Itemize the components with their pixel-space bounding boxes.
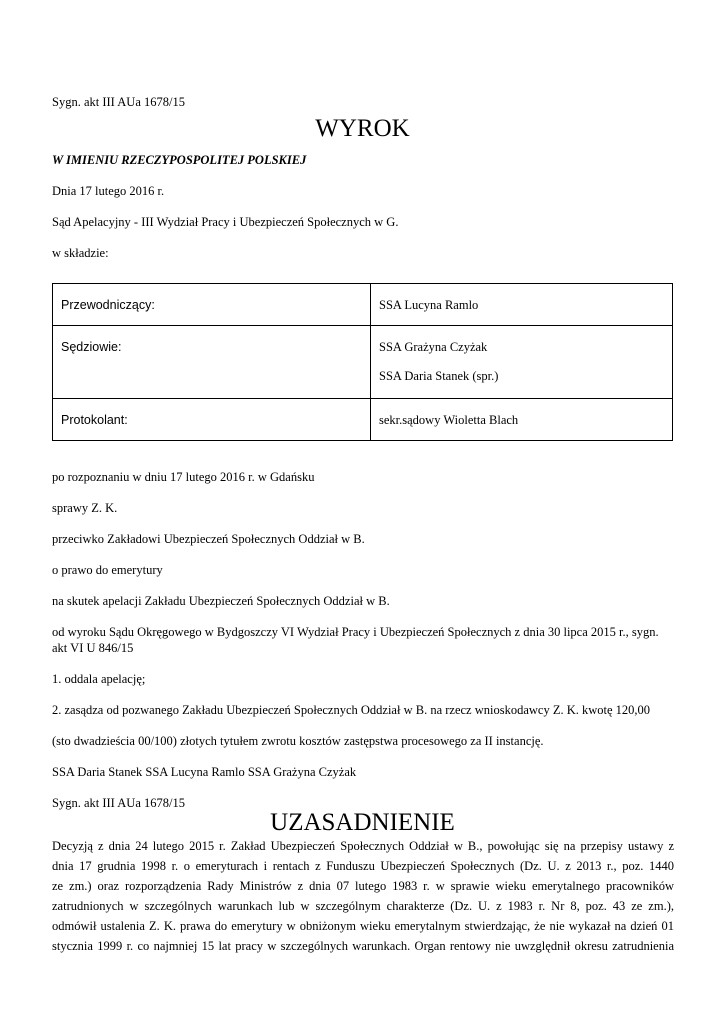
court-name: Sąd Apelacyjny - III Wydział Pracy i Ubezpieczeń Społecznych w G. [52, 215, 399, 229]
table-row [53, 326, 673, 399]
names-cell [371, 399, 673, 441]
judgment-date: Dnia 17 lutego 2016 r. [52, 184, 165, 198]
ruling-point-2-continuation: (sto dwadzieścia 00/100) złotych tytułem zwrotu kosztów zastępstwa procesowego za II instancję. [52, 734, 544, 748]
names-cell [371, 284, 673, 326]
justification-paragraph [52, 836, 674, 956]
appeal-paragraph: na skutek apelacji Zakładu Ubezpieczeń Społecznych Oddział w B. [52, 594, 390, 608]
lower-court-paragraph-line1: od wyroku Sądu Okręgowego w Bydgoszczy VI Wydział Pracy i Ubezpieczeń Społecznych z dnia 30 lipca 2015 r., sygn. [52, 625, 659, 639]
names-cell [371, 326, 673, 399]
hearing-paragraph: po rozpoznaniu w dniu 17 lutego 2016 r. w Gdańsku [52, 470, 315, 484]
judgment-subtitle: W IMIENIU RZECZYPOSPOLITEJ POLSKIEJ [52, 153, 307, 167]
composition-table [52, 283, 673, 441]
table-row [53, 284, 673, 326]
judge-name: SSA Lucyna Ramlo [379, 298, 479, 312]
signatures: SSA Daria Stanek SSA Lucyna Ramlo SSA Grażyna Czyżak [52, 765, 357, 779]
justification-title: UZASADNIENIE [270, 809, 455, 836]
role-cell [53, 326, 371, 399]
clerk-name: sekr.sądowy Wioletta Blach [379, 413, 519, 427]
subject-paragraph: o prawo do emerytury [52, 563, 163, 577]
role-label: Protokolant: [61, 413, 128, 427]
role-cell [53, 399, 371, 441]
role-label: Przewodniczący: [61, 298, 155, 312]
judge-name: SSA Grażyna Czyżak [379, 340, 488, 354]
ruling-point-2: 2. zasądza od pozwanego Zakładu Ubezpieczeń Społecznych Oddział w B. na rzecz wnioskodawcy Z. K. kwotę 120,00 [52, 703, 651, 717]
role-label: Sędziowie: [61, 340, 122, 354]
judge-name: SSA Daria Stanek (spr.) [379, 369, 499, 383]
case-party-paragraph: sprawy Z. K. [52, 501, 118, 515]
lower-court-paragraph-line2: akt VI U 846/15 [52, 641, 134, 655]
defendant-paragraph: przeciwko Zakładowi Ubezpieczeń Społecznych Oddział w B. [52, 532, 365, 546]
justification-line: ze zm.) oraz rozporządzenia Rady Ministrów z dnia 07 lutego 1983 r. w sprawie wieku emerytalnego pracowników [52, 879, 674, 893]
case-number-bottom: Sygn. akt III AUa 1678/15 [52, 796, 185, 810]
justification-line: stycznia 1999 r. co najmniej 15 lat pracy w szczególnych warunkach. Organ rentowy nie uwzględnił okresu zatrudnienia [52, 939, 674, 953]
justification-line: dnia 17 grudnia 1998 r. o emeryturach i rentach z Funduszu Ubezpieczeń Społecznych (Dz. U. z 2013 r., poz. 1440 [52, 859, 674, 873]
case-number-top: Sygn. akt III AUa 1678/15 [52, 95, 185, 109]
ruling-point-1: 1. oddala apelację; [52, 672, 146, 686]
role-cell [53, 284, 371, 326]
justification-line: odmówił ustalenia Z. K. prawa do emerytury w obniżonym wieku emerytalnym stwierdzając, że nie wykazał na dzień 01 [52, 919, 674, 933]
judgment-title: WYROK [315, 115, 410, 142]
justification-line: zatrudnionych w szczególnych warunkach lub w szczególnym charakterze (Dz. U. z 1983 r. Nr 8, poz. 43 ze zm.), [52, 899, 674, 913]
composition-label: w składzie: [52, 246, 109, 260]
table-row [53, 399, 673, 441]
justification-line: Decyzją z dnia 24 lutego 2015 r. Zakład Ubezpieczeń Społecznych Oddział w B., powołując się na przepisy ustawy z [52, 839, 674, 853]
